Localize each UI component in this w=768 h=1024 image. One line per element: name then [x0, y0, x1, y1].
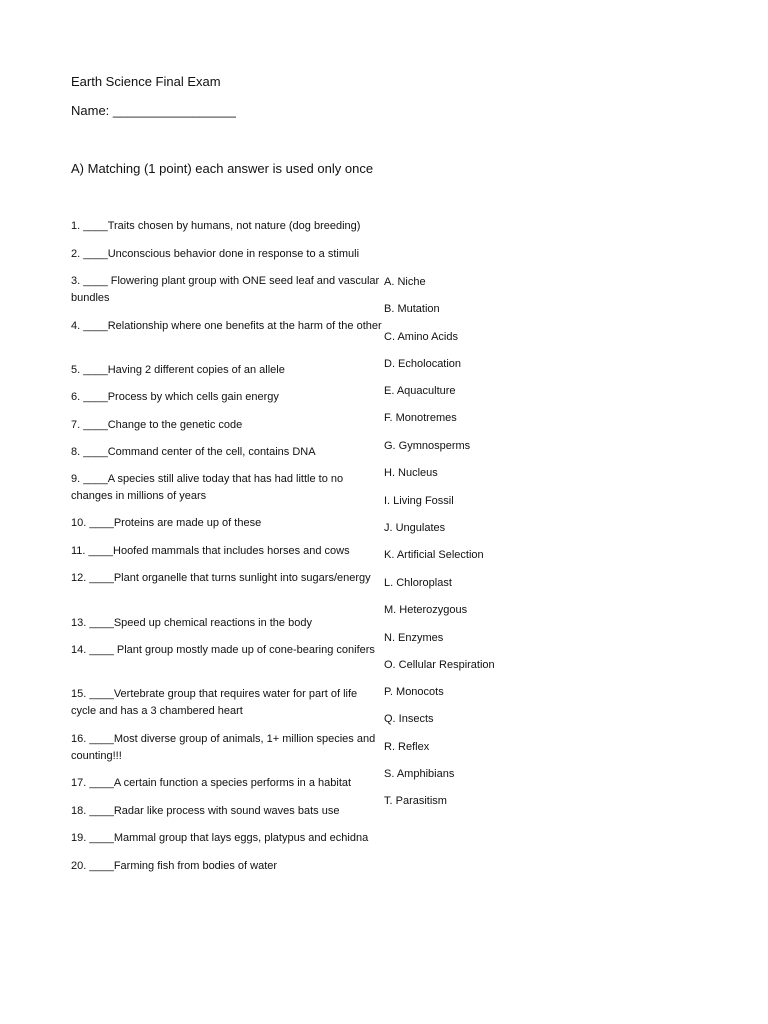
answer-item: G. Gymnosperms [384, 440, 471, 452]
question-item: 16. ____Most diverse group of animals, 1+ million species and counting!!! [71, 733, 376, 762]
question-item: 6. ____Process by which cells gain energy [71, 391, 279, 403]
question-item: 8. ____Command center of the cell, contains DNA [71, 446, 316, 458]
question-item: 12. ____Plant organelle that turns sunlight into sugars/energy [71, 572, 371, 584]
answer-item: A. Niche [384, 276, 426, 288]
answer-item: S. Amphibians [384, 768, 455, 780]
name-line: Name: _________________ [71, 103, 236, 118]
answer-item: R. Reflex [384, 741, 430, 753]
answer-item: P. Monocots [384, 686, 444, 698]
page-title: Earth Science Final Exam [71, 74, 221, 89]
question-item: 3. ____ Flowering plant group with ONE seed leaf and vascular bundles [71, 275, 380, 304]
question-item: 18. ____Radar like process with sound waves bats use [71, 805, 340, 817]
answer-item: C. Amino Acids [384, 331, 458, 343]
answer-item: I. Living Fossil [384, 495, 454, 507]
question-item: 4. ____Relationship where one benefits at the harm of the other [71, 320, 382, 332]
question-item: 5. ____Having 2 different copies of an allele [71, 364, 285, 376]
answer-item: T. Parasitism [384, 795, 447, 807]
question-item: 14. ____ Plant group mostly made up of cone-bearing conifers [71, 644, 375, 656]
answer-item: D. Echolocation [384, 358, 462, 370]
question-item: 13. ____Speed up chemical reactions in the body [71, 617, 312, 629]
answer-item: F. Monotremes [384, 412, 457, 424]
answer-item: J. Ungulates [384, 522, 446, 534]
question-item: 15. ____Vertebrate group that requires water for part of life cycle and has a 3 chambered heart [71, 688, 358, 717]
section-heading: A) Matching (1 point) each answer is used only once [71, 161, 374, 176]
question-item: 11. ____Hoofed mammals that includes horses and cows [71, 545, 350, 557]
question-item: 10. ____Proteins are made up of these [71, 517, 262, 529]
answer-item: O. Cellular Respiration [384, 659, 495, 671]
question-item: 9. ____A species still alive today that has had little to no changes in millions of years [71, 473, 344, 502]
question-item: 1. ____Traits chosen by humans, not nature (dog breeding) [71, 220, 361, 232]
answer-item: Q. Insects [384, 713, 434, 725]
question-item: 20. ____Farming fish from bodies of water [71, 860, 278, 872]
question-item: 19. ____Mammal group that lays eggs, platypus and echidna [71, 832, 369, 844]
answer-item: B. Mutation [384, 303, 440, 315]
answer-item: N. Enzymes [384, 632, 444, 644]
answer-item: K. Artificial Selection [384, 549, 484, 561]
question-item: 17. ____A certain function a species performs in a habitat [71, 777, 352, 789]
question-item: 7. ____Change to the genetic code [71, 419, 243, 431]
answer-item: M. Heterozygous [384, 604, 468, 616]
answer-item: E. Aquaculture [384, 385, 456, 397]
answer-item: H. Nucleus [384, 467, 438, 479]
answer-item: L. Chloroplast [384, 577, 452, 589]
question-item: 2. ____Unconscious behavior done in response to a stimuli [71, 248, 360, 260]
